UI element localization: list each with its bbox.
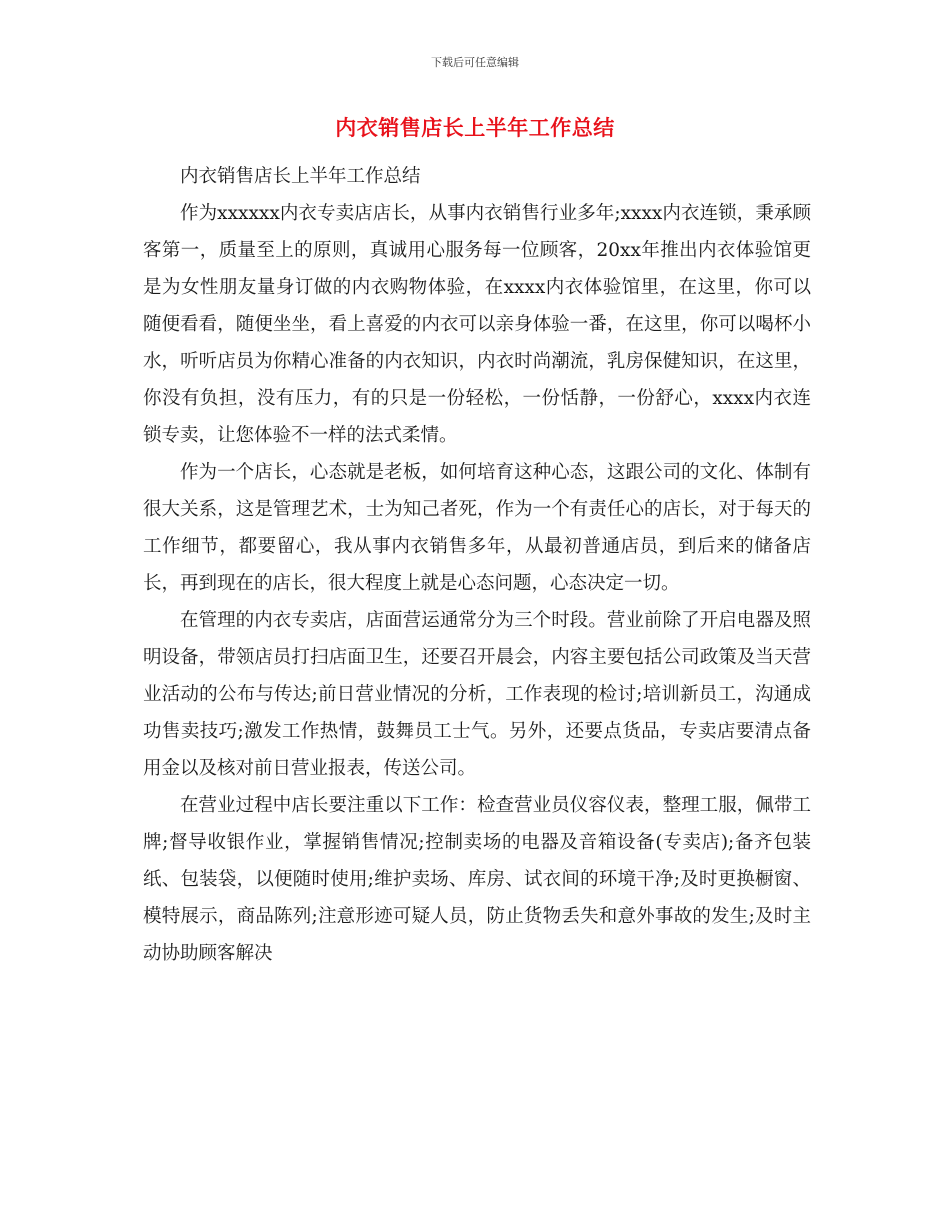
paragraph-during-business: 在营业过程中店长要注重以下工作：检查营业员仪容仪表，整理工服，佩带工牌;督导收银作业，掌握销售情况;控制卖场的电器及音箱设备(专卖店);备齐包装纸、包装袋，以便随时使用;维护卖场、库房、试衣间的环境干净;及时更换橱窗、模特展示，商品陈列;注意形迹可疑人员，防止货物丢失和意外事故的发生;及时主动协助顾客解决 [143, 795, 811, 964]
paragraph-mindset: 作为一个店长，心态就是老板，如何培育这种心态，这跟公司的文化、体制有很大关系，这是管理艺术，士为知己者死，作为一个有责任心的店长，对于每天的工作细节，都要留心，我从事内衣销售多年，从最初普通店员，到后来的储备店长，再到现在的店长，很大程度上就是心态问题，心态决定一切。 [143, 462, 811, 594]
paragraph-subtitle: 内衣销售店长上半年工作总结 [180, 166, 421, 187]
header-note: 下载后可任意编辑 [431, 56, 519, 69]
document-title: 内衣销售店长上半年工作总结 [335, 116, 615, 140]
paragraph-intro: 作为xxxxxx内衣专卖店店长，从事内衣销售行业多年;xxxx内衣连锁，秉承顾客第一，质量至上的原则，真诚用心服务每一位顾客，20xx年推出内衣体验馆更是为女性朋友量身订做的内衣购物体验，在xxxx内衣体验馆里，在这里，你可以随便看看，随便坐坐，看上喜爱的内衣可以亲身体验一番，在这里，你可以喝杯小水，听听店员为你精心准备的内衣知识，内衣时尚潮流，乳房保健知识，在这里，你没有负担，没有压力，有的只是一份轻松，一份恬静，一份舒心，xxxx内衣连锁专卖，让您体验不一样的法式柔情。 [143, 203, 811, 446]
document-body [143, 158, 811, 972]
paragraph-pre-opening: 在管理的内衣专卖店，店面营运通常分为三个时段。营业前除了开启电器及照明设备，带领店员打扫店面卫生，还要召开晨会，内容主要包括公司政策及当天营业活动的公布与传达;前日营业情况的分析，工作表现的检讨;培训新员工，沟通成功售卖技巧;激发工作热情，鼓舞员工士气。另外，还要点货品，专卖店要清点备用金以及核对前日营业报表，传送公司。 [143, 610, 811, 779]
